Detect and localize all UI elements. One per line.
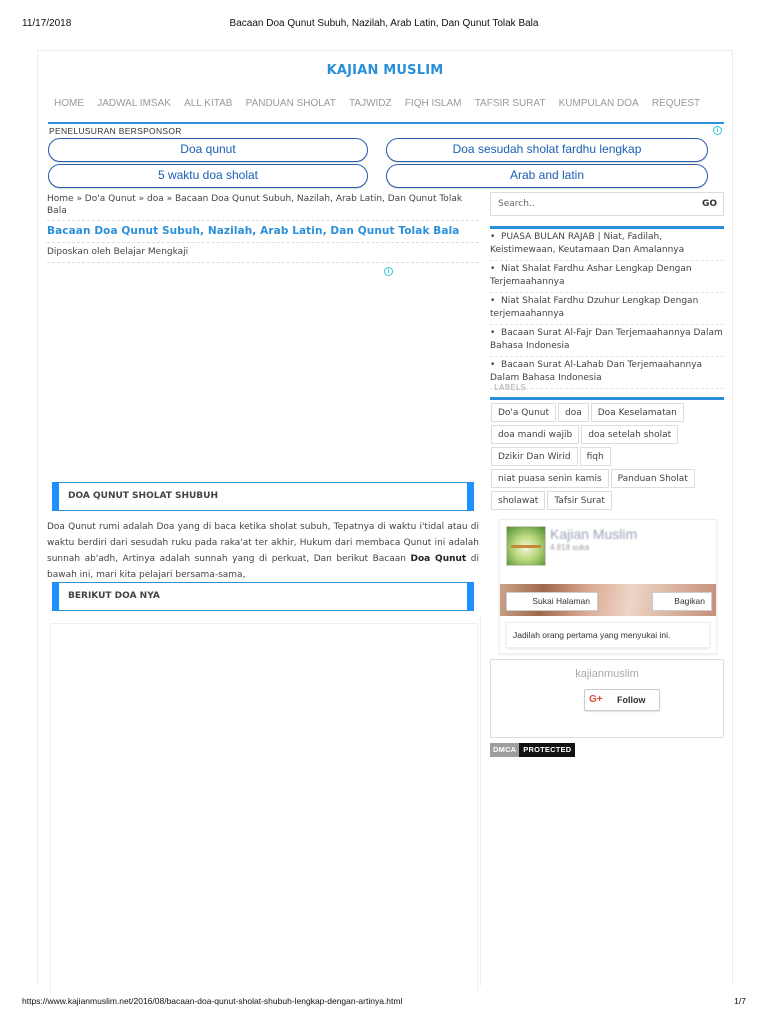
- print-header: [0, 18, 768, 32]
- recent-post-link[interactable]: Niat Shalat Fardhu Ashar Lengkap Dengan Terjemaahannya: [490, 264, 692, 287]
- thumbnail-strip: [511, 545, 541, 548]
- facebook-first-like-text: Jadilah orang pertama yang menyukai ini.: [506, 622, 710, 648]
- google-plus-name[interactable]: kajianmuslim: [575, 668, 639, 680]
- nav-item-request[interactable]: REQUEST: [651, 98, 701, 109]
- nav-item-kumpulan-doa[interactable]: KUMPULAN DOA: [558, 98, 639, 109]
- print-title: Bacaan Doa Qunut Subuh, Nazilah, Arab Latin, Dan Qunut Tolak Bala: [229, 18, 539, 29]
- search-go-button[interactable]: GO: [701, 199, 717, 209]
- labels-heading: LABELS: [494, 383, 526, 392]
- ad-info-icon[interactable]: i: [384, 267, 393, 276]
- nav-item-tafsir-surat[interactable]: TAFSIR SURAT: [474, 98, 546, 109]
- recent-posts: [490, 226, 724, 389]
- recent-post-link[interactable]: PUASA BULAN RAJAB | Niat, Fadilah, Keistimewaan, Keutamaan Dan Amalannya: [490, 232, 685, 255]
- recent-post-link[interactable]: Niat Shalat Fardhu Dzuhur Lengkap Dengan terjemaahannya: [490, 296, 699, 319]
- print-url: https://www.kajianmuslim.net/2016/08/bacaan-doa-qunut-sholat-shubuh-lengkap-dengan-artinya.html: [22, 996, 403, 1006]
- nav-item-tajwidz[interactable]: TAJWIDZ: [349, 98, 392, 109]
- section-heading-doa-qunut: [52, 482, 474, 511]
- label-tag[interactable]: Dzikir Dan Wirid: [491, 447, 578, 466]
- label-tag[interactable]: niat puasa senin kamis: [491, 469, 609, 488]
- label-tag[interactable]: doa: [558, 403, 589, 422]
- facebook-page-thumbnail[interactable]: [506, 526, 546, 566]
- label-tag[interactable]: Doa Keselamatan: [591, 403, 684, 422]
- sponsored-search: [48, 122, 724, 136]
- sponsored-link-doa-sesudah-sholat[interactable]: Doa sesudah sholat fardhu lengkap: [386, 138, 708, 162]
- search-placeholder: Search..: [498, 199, 535, 209]
- doa-content-box: [50, 623, 478, 993]
- follow-label: Follow: [617, 695, 646, 705]
- sponsored-link-doa-qunut[interactable]: Doa qunut: [48, 138, 368, 162]
- label-tag[interactable]: Tafsir Surat: [547, 491, 612, 510]
- nav-item-home[interactable]: HOME: [54, 98, 84, 109]
- label-tag[interactable]: doa setelah sholat: [581, 425, 678, 444]
- ad-info-icon[interactable]: i: [713, 126, 722, 135]
- dmca-badge-right: PROTECTED: [519, 743, 575, 757]
- article-bold-link[interactable]: Doa Qunut: [410, 554, 467, 564]
- recent-post[interactable]: • Niat Shalat Fardhu Dzuhur Lengkap Dengan terjemaahannya: [490, 293, 724, 325]
- article-text: di bawah ini, mari kita pelajari bersama-sama,: [47, 554, 479, 580]
- column-divider: [480, 616, 481, 986]
- article-text: Doa Qunut rumi adalah Doa yang di baca ketika sholat subuh, Tepatnya di waktu i'tidal atau di waktu berdiri dari sesudah ruku pada raka'at ter akhir, Hukum dari membaca Qunut ini adalah sunnah ab'adh, Artinya adalah sunnah yang di perkuat, Dan berikut Bacaan: [47, 522, 479, 564]
- recent-post[interactable]: • Bacaan Surat Al-Fajr Dan Terjemaahannya Dalam Bahasa Indonesia: [490, 325, 724, 357]
- nav-item-fiqh-islam[interactable]: FIQH ISLAM: [404, 98, 462, 109]
- label-tag[interactable]: fiqh: [580, 447, 611, 466]
- print-date: 11/17/2018: [22, 18, 72, 29]
- google-plus-icon: G+: [589, 694, 603, 705]
- recent-post[interactable]: • Bacaan Surat Al-Lahab Dan Terjemaahannya Dalam Bahasa Indonesia: [490, 357, 724, 389]
- google-plus-widget: [490, 659, 724, 738]
- label-tag[interactable]: doa mandi wajib: [491, 425, 579, 444]
- facebook-page-widget: [499, 519, 717, 654]
- print-page-number: 1/7: [734, 996, 746, 1006]
- dmca-badge-left: DMCA: [490, 743, 519, 757]
- recent-post-link[interactable]: Bacaan Surat Al-Fajr Dan Terjemaahannya Dalam Bahasa Indonesia: [490, 328, 723, 351]
- sponsored-link-arab-latin[interactable]: Arab and latin: [386, 164, 708, 188]
- divider: [47, 242, 479, 243]
- post-title[interactable]: Bacaan Doa Qunut Subuh, Nazilah, Arab Latin, Dan Qunut Tolak Bala: [47, 225, 460, 237]
- main-nav: [54, 98, 713, 109]
- nav-item-all-kitab[interactable]: ALL KITAB: [184, 98, 233, 109]
- labels-cloud: [491, 403, 724, 510]
- recent-post[interactable]: • Niat Shalat Fardhu Ashar Lengkap Dengan Terjemaahannya: [490, 261, 724, 293]
- facebook-page-name[interactable]: Kajian Muslim: [550, 526, 638, 542]
- section-heading-text: DOA QUNUT SHOLAT SHUBUH: [68, 491, 219, 501]
- recent-post[interactable]: • PUASA BULAN RAJAB | Niat, Fadilah, Keistimewaan, Keutamaan Dan Amalannya: [490, 229, 724, 261]
- label-tag[interactable]: sholawat: [491, 491, 545, 510]
- post-author: Diposkan oleh Belajar Mengkaji: [47, 247, 189, 257]
- facebook-share-button[interactable]: Bagikan: [652, 592, 712, 611]
- google-plus-follow-button[interactable]: [584, 689, 660, 711]
- dmca-badge[interactable]: [490, 743, 575, 757]
- article-paragraph: [47, 519, 479, 583]
- nav-item-panduan-sholat[interactable]: PANDUAN SHOLAT: [245, 98, 336, 109]
- label-tag[interactable]: Do'a Qunut: [491, 403, 556, 422]
- nav-item-jadwal-imsak[interactable]: JADWAL IMSAK: [97, 98, 171, 109]
- page-frame: [37, 50, 733, 985]
- facebook-like-button[interactable]: Sukai Halaman: [506, 592, 598, 611]
- search-input[interactable]: [490, 192, 724, 216]
- divider: [47, 262, 479, 263]
- sponsored-link-5-waktu[interactable]: 5 waktu doa sholat: [48, 164, 368, 188]
- recent-post-link[interactable]: Bacaan Surat Al-Lahab Dan Terjemaahannya Dalam Bahasa Indonesia: [490, 360, 703, 383]
- section-heading-text: BERIKUT DOA NYA: [68, 591, 160, 601]
- sponsored-label: PENELUSURAN BERSPONSOR: [49, 126, 182, 136]
- divider: [47, 220, 479, 221]
- breadcrumb[interactable]: Home » Do'a Qunut » doa » Bacaan Doa Qunut Subuh, Nazilah, Arab Latin, Dan Qunut Tolak Bala: [47, 194, 463, 216]
- section-heading-berikut-doa: [52, 582, 474, 611]
- labels-divider: [490, 397, 724, 400]
- label-tag[interactable]: Panduan Sholat: [611, 469, 695, 488]
- facebook-like-count: 4.818 suka: [550, 543, 590, 552]
- site-title[interactable]: KAJIAN MUSLIM: [326, 63, 444, 78]
